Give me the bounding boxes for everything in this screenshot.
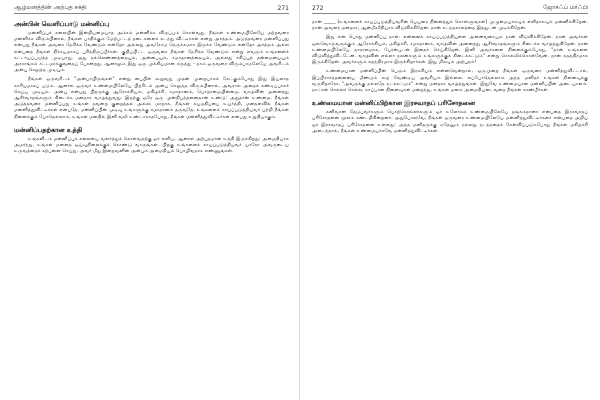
right-page [300,0,600,400]
paragraph: நீங்கள் ஒருவரிடம் "அன்பாயிருங்கள்" என்று பைபிள் கூறுவது முதன் முறையாகக் கேட்கும்போது இது இயலாத காரியமாகப் படும். ஆனால் ஒருவர் உண்மையிலேயே பிறரிடம் அன்பு செலுத்த விரும்பினால், அவரால் அதைக் கண்டிப்பாகச் செய்ய முடியும். அன்பு என்பது பிறருக்கு ஆரோக்கியம், மகிழ்ச்சி, சமாதானம், பொறாமையின்மை, வாழ்வின் அனைத்து ஆசீர்வாதங்களும் கிடைக்க மனதார வாழ்த்துவது. இதற்கு ஒரே ஒரு முன்நிபந்தனைதான் உண்டு: அதுதான் உண்மை. நீங்கள் அடுத்தவரை மன்னிப்பது உங்கள் தவறை குறைத்தல் அல்ல; மாறாக, நீங்கள் சுயமதிப்பை உயர்த்தி, மனதளவில் நீங்கள் மன்னித்துவிட்டீர்கள் என்பதே. மன்னிப்பின் முடிவு உங்களுக்கு சமாதானம் தருவதே. உங்களைக் காயப்படுத்தியவர் பற்றி நீங்கள் நினைக்கும் போதெல்லாம், உங்கள் மனதில் இனி வலி உண்டாகாதபோது, நீங்கள் மன்னித்துவிட்டீர்கள் என்பது உறுதியாகும். [14,77,289,120]
left-page-number: 271 [277,4,289,12]
section-heading-alchemical-test: உண்மையான மன்னிப்பிற்கான இரசவாதப் பரிசோதனை [312,99,475,108]
section-heading-forgiveness-love: அன்பின் வெளிப்பாடு மன்னிப்பு [14,20,109,28]
prayer-name-line: நான் _____ [உங்களைக் காயப்படுத்தியவரின் பெயரை நினைத்துக் கொள்ளுங்கள்] முழுமையாகவும் எளிதாகவும் மன்னிக்கிறேன். நான் அவரை மனதார, ஆன்மீகரீதியாக விடுவிக்கிறேன். நான் கடந்தகாலத்தை இத்துடன் முடிக்கிறேன். [312,20,588,32]
paragraph: இது என் பொது மன்னிப்பு நாள். என்னைக் காயப்படுத்தியுள்ள அனைவரையும் நான் விடுவிக்கிறேன். நான் அவர்கள் ஒவ்வொருவருக்கும் ஆரோக்கியம், மகிழ்ச்சி, சமாதானம், வாழ்வின் அனைத்து ஆசீர்வாதங்களும் கிடைக்க வாழ்த்துகிறேன். நான் உண்மையிலேயே தாராளமாக, பேரன்புடன் இதைச் செய்கிறேன். இனி அவர்களை நினைக்கும்போது, "நான் உங்களை விடுவித்துவிட்டேன். வாழ்வின் எல்லா நலன்களும் உங்களுக்குக் கிடைக்கட்டும்" என்று சொல்லிக்கொள்வேன். நான் சுதந்திரமாக இருக்கிறேன். அவர்களும் சுதந்திரமாக இருக்கிறார்கள். இது மிகவும் அற்புதம்! [312,35,588,66]
section-heading-technique: மன்னிப்பதற்கான உத்தி [14,125,83,134]
paragraph: உண்மையான மன்னிப்பின் பெரும் இரகசியம் என்னவென்றால், ஒருமுறை நீங்கள் ஒருவரை மன்னித்துவிட்டால், இப்பிரார்த்தனையை மீண்டும் கூற வேண்டிய அவசியம் இல்லை. எப்போதெல்லாம் அந்த மனிதர் உங்கள் நினைவுக்கு வருகிறாரோ, "அவருக்கு நல்லதே நடக்கட்டும்" என்று மனதார வாழ்த்துங்கள். இதுவே உண்மையான மன்னிப்பின் அடையாளம். நாட்கள் செல்லச் செல்ல, கசப்பான நினைவுகள் மறைந்து, உங்கள் மனம் அமைதியடைவதை நீங்கள் காண்பீர்கள். [312,69,588,94]
right-page-number: 272 [312,4,324,12]
paragraph: உங்களிடம் மன்னிப்புக் கலையை வளர்த்துக் கொள்வதற்கு ஓர் எளிய, ஆனால் அற்புதமான உத்தி இருக்கிறது: அமைதியாக அமர்ந்து, உங்கள் மனதை ஓய்வுநிலைக்குக் கொண்டு வாருங்கள். பிறகு உங்களைக் காயப்படுத்தியவர் யாரோ அவருடைய உருவத்தைக் கற்பனை செய்து, அவர் மீது இறைவனின் அன்பும் அமைதியும் பொழிவதாக எண்ணுங்கள். [14,136,289,155]
left-running-head [14,4,289,14]
author-name: ஜோசஃப் மர்ஃபி [543,4,588,11]
right-running-head [312,4,588,14]
paragraph: மன்னிப்புக் கலையின் இன்றியமையாத அம்சம் மன்னிக்க விருப்பம் கொள்வது. நீங்கள் உண்மையிலேயே மற்றவரை மன்னிக்க விரும்பினால், நீங்கள் பாதிக்கும் மேற்பட்டத் தடைகளைக் கடந்து விட்டீர்கள் என்று அர்த்தம். அடுத்தவரை மன்னிப்பது என்பது நீங்கள் அவரை நேசிக்க வேண்டும் என்றோ அல்லது அவரோடு நெருக்கமாக இருக்க வேண்டும் என்றோ அர்த்தம் அல்ல என்பதை நீங்கள் நிச்சயமாகப் புரிந்திருப்பீர்கள். குறிப்பிட்ட ஒருவரை நீங்கள் நேசிக்க வேண்டும் என்று எவரும் உங்களைக் கட்டாயப்படுத்த முடியாது. அது நல்லெண்ணத்தையும், அன்பையும், சமாதானத்தையும், அல்லது சகிப்புத் தன்மையையும் அரசாங்கம் சட்டமாக்குவதைப் போன்றது. ஆனாலும் இது ஒரு முக்கியமான கருத்து - நாம் ஒருவரை விரும்பாமலேயே அவரிடம் அன்பு செலுத்த முடியும். [14,31,289,74]
paragraph: கனிவான தேடுபவர்களும் பொற்கொல்லர்களும் ஓர் உலோகம் உண்மையிலேயே தங்கம்தானா என்பதை இரசவாதப் பரிசோதனை மூலம் கண்டறிகின்றனர். அதுபோலவே, நீங்கள் ஒருவரை உண்மையிலேயே மன்னித்துவிட்டீர்களா என்பதை அறிய ஓர் இரசவாதப் பரிசோதனை உள்ளது: அந்த மனிதருக்கு ஏதேனும் நல்லது நடந்ததைக் கேள்விப்படும்போது நீங்கள் மகிழ்ச்சி அடைந்தால், நீங்கள் உண்மையாகவே மன்னித்துவிட்டீர்கள். [312,110,588,134]
book-title: ஆழ்மனத்தின் அற்புத சக்தி [14,4,87,11]
